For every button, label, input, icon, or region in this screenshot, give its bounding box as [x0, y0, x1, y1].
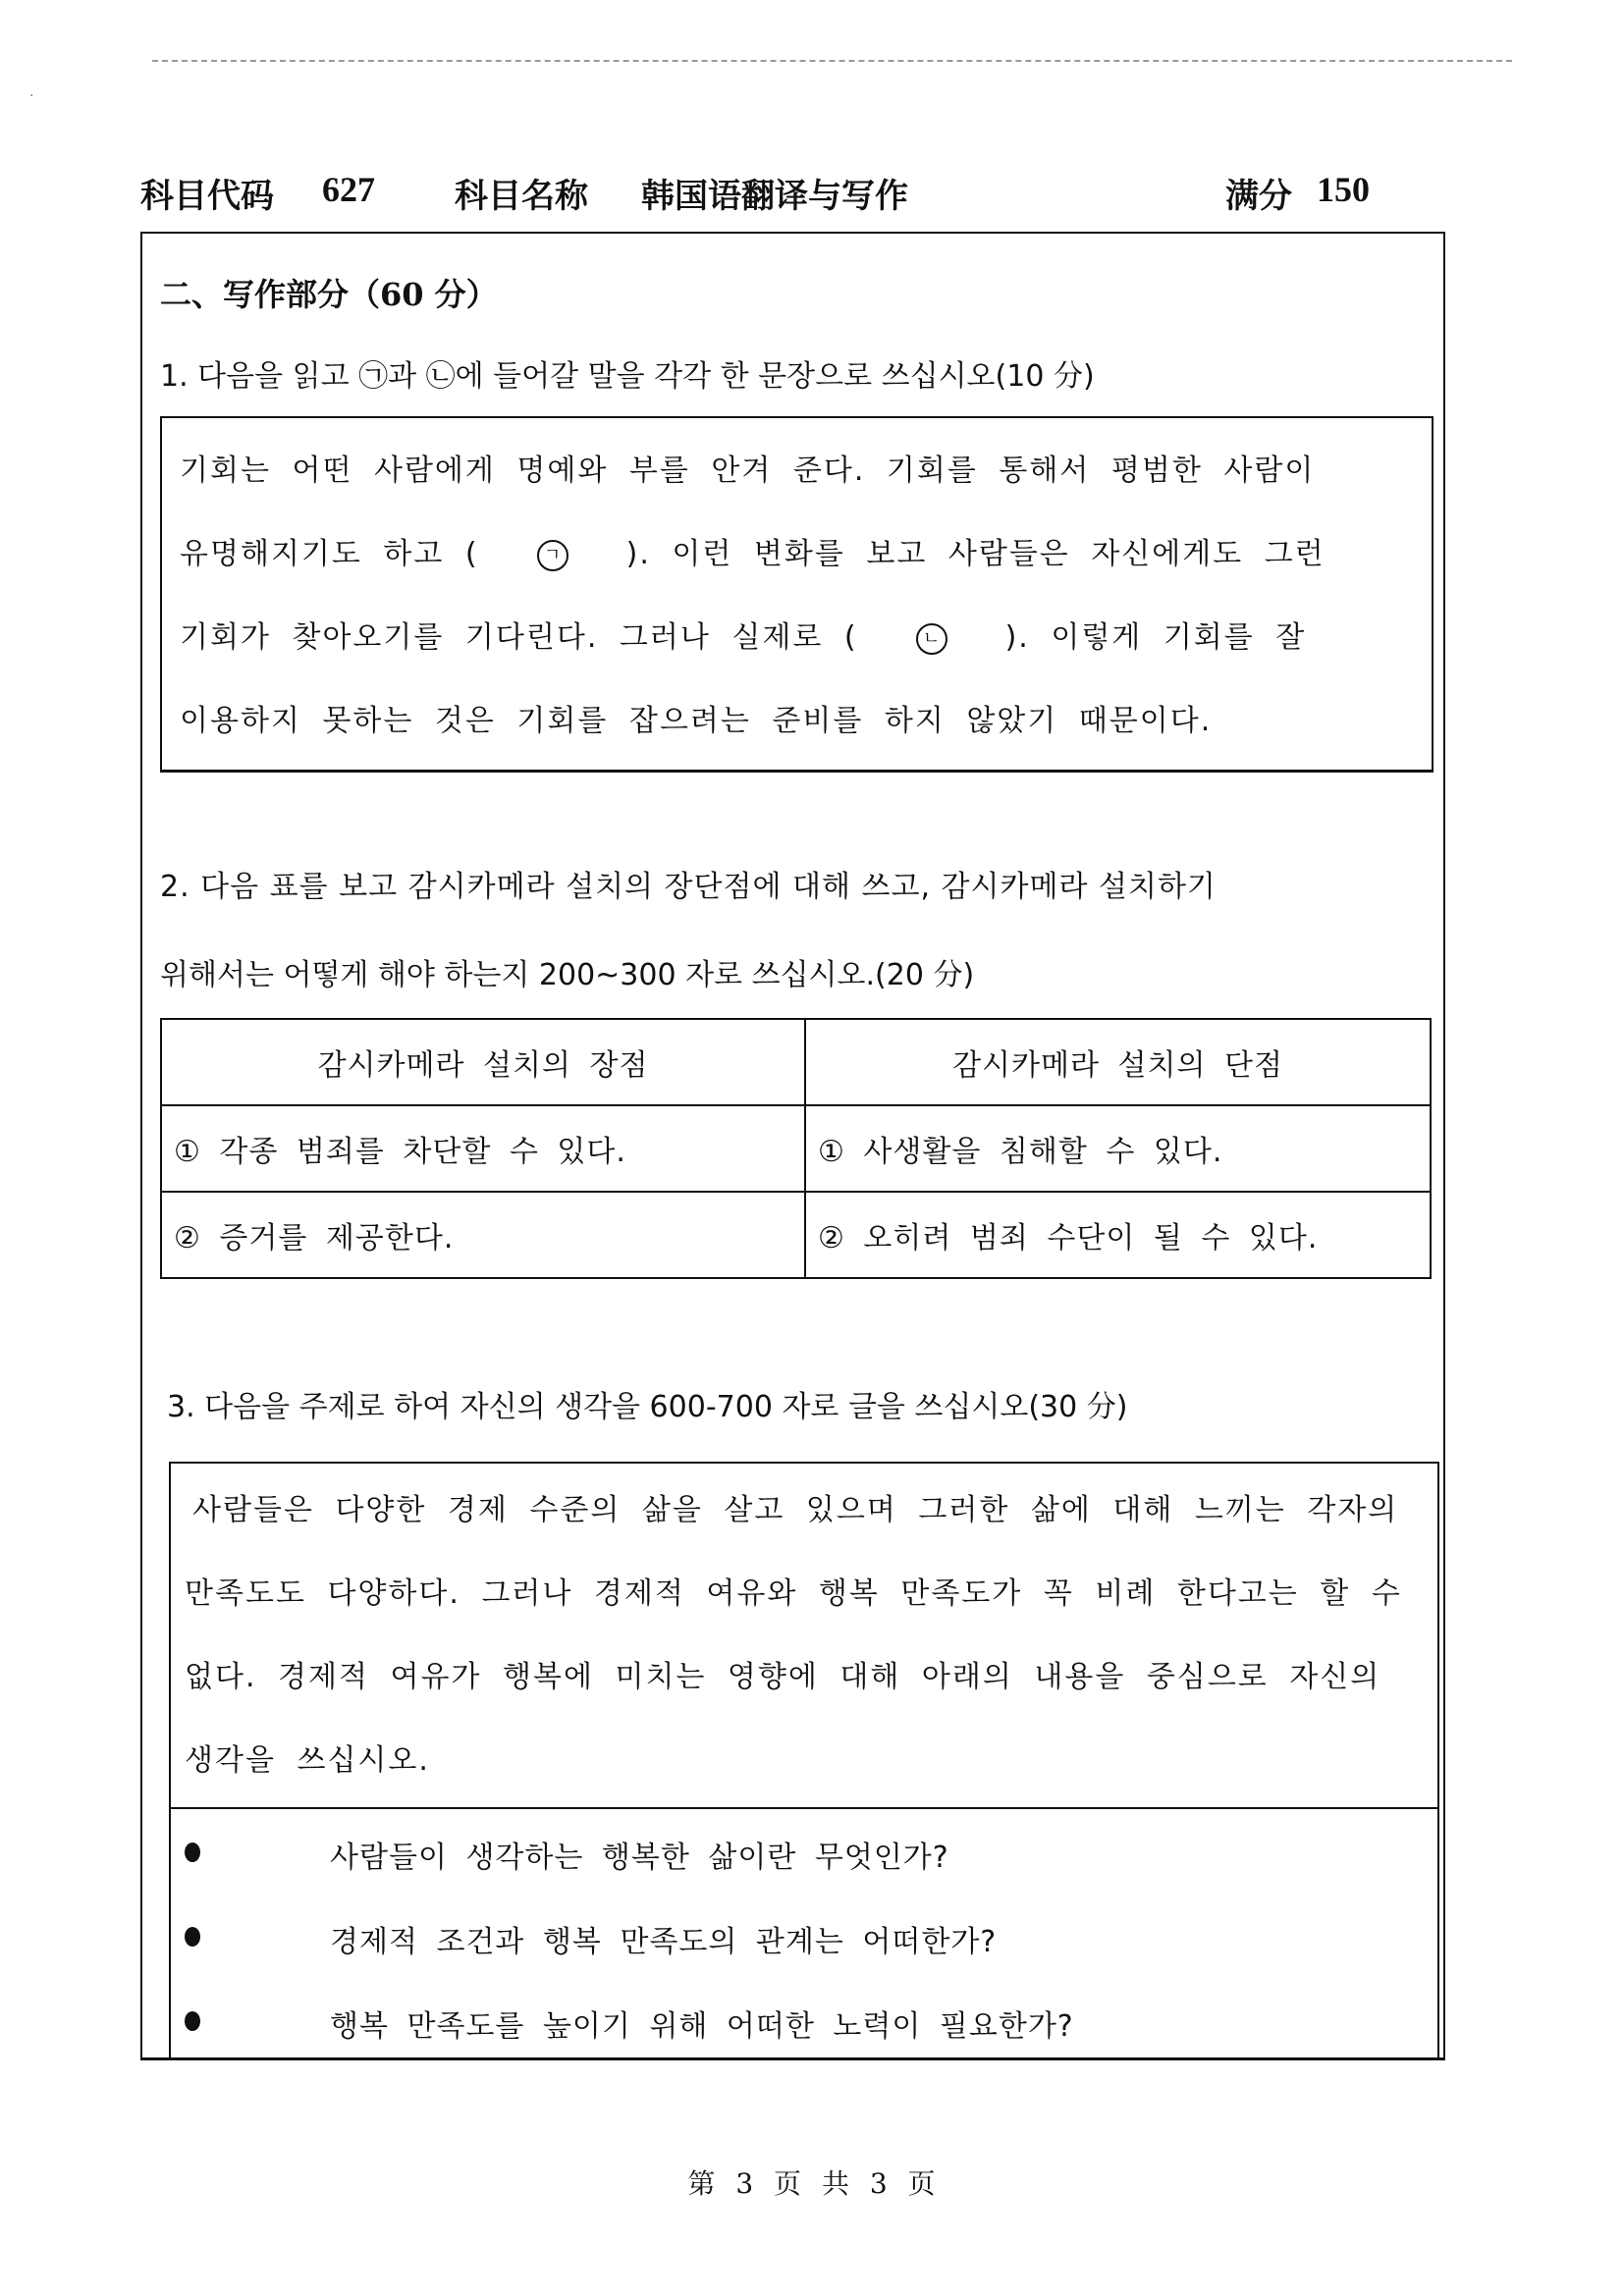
table-cell-con-2: ② 오히려 범죄 수단이 될 수 있다.	[805, 1192, 1431, 1278]
bullet-icon	[185, 1842, 200, 1862]
passage-line-3-b: ). 이렇게 기회를 잘	[1004, 620, 1307, 655]
table-header-pros: 감시카메라 설치의 장점	[161, 1019, 805, 1105]
question-3-prompt-box	[169, 1462, 1439, 2057]
scan-artifact-mark: ·	[29, 88, 34, 104]
table-cell-pro-1: ① 각종 범죄를 차단할 수 있다.	[161, 1105, 805, 1192]
full-score: 150	[1317, 170, 1370, 209]
bullet-text-2: 경제적 조건과 행복 만족도의 관계는 어떠한가?	[330, 1925, 998, 1959]
bullet-icon	[185, 2011, 200, 2031]
blank-marker-a-icon: ㄱ	[537, 540, 568, 571]
subject-name-label: 科目名称	[455, 177, 588, 216]
subject-name: 韩国语翻译与写作	[641, 177, 908, 216]
passage-line-2-a: 유명해지기도 하고 (	[180, 537, 479, 571]
table-row	[161, 1105, 1431, 1192]
pros-cons-table	[160, 1018, 1432, 1279]
passage-line-2	[180, 529, 1325, 572]
question-1-passage-box	[160, 416, 1434, 773]
bullet-text-3: 행복 만족도를 높이기 위해 어떠한 노력이 필요한가?	[330, 2009, 1074, 2044]
table-cell-pro-2: ② 증거를 제공한다.	[161, 1192, 805, 1278]
passage-line-3-a: 기회가 찾아오기를 기다린다. 그러나 실제로 (	[180, 620, 858, 655]
prompt-line-3: 없다. 경제적 여유가 행복에 미치는 영향에 대해 아래의 내용을 중심으로 자신의	[185, 1660, 1381, 1694]
subject-code: 627	[322, 170, 375, 209]
passage-line-3	[180, 613, 1306, 656]
passage-line-4: 이용하지 못하는 것은 기회를 잡으려는 준비를 하지 않았기 때문이다.	[180, 704, 1213, 738]
full-score-label: 满分	[1225, 177, 1292, 216]
table-cell-con-1: ① 사생활을 침해할 수 있다.	[805, 1105, 1431, 1192]
bullet-icon	[185, 1927, 200, 1947]
subject-code-label: 科目代码	[140, 177, 274, 216]
bullet-text-1: 사람들이 생각하는 행복한 삶이란 무엇인가?	[330, 1841, 949, 1875]
prompt-line-2: 만족도도 다양하다. 그러나 경제적 여유와 행복 만족도가 꼭 비례 한다고는 할 수	[185, 1576, 1402, 1611]
question-2-title-line-1: 2. 다음 표를 보고 감시카메라 설치의 장단점에 대해 쓰고, 감시카메라 설치하기	[160, 870, 1217, 904]
question-2-title-line-2: 위해서는 어떻게 해야 하는지 200~300 자로 쓰십시오.(20 分)	[160, 958, 975, 992]
section-title: 二、写作部分（60 分）	[160, 276, 498, 313]
table-header-cons: 감시카메라 설치의 단점	[805, 1019, 1431, 1105]
prompt-divider	[171, 1807, 1437, 1809]
passage-line-2-b: ). 이런 변화를 보고 사람들은 자신에게도 그런	[625, 537, 1325, 571]
prompt-line-4: 생각을 쓰십시오.	[185, 1743, 430, 1778]
prompt-line-1: 사람들은 다양한 경제 수준의 삶을 살고 있으며 그러한 삶에 대해 느끼는 각자의	[192, 1493, 1399, 1527]
scan-dashed-line	[152, 60, 1512, 62]
table-header-row	[161, 1019, 1431, 1105]
blank-marker-b-icon: ㄴ	[916, 623, 947, 655]
question-3-title: 3. 다음을 주제로 하여 자신의 생각을 600-700 자로 글을 쓰십시오(30 分)	[167, 1390, 1128, 1424]
table-row	[161, 1192, 1431, 1278]
passage-line-1: 기회는 어떤 사람에게 명예와 부를 안겨 준다. 기회를 통해서 평범한 사람이	[180, 454, 1316, 488]
exam-header	[140, 169, 1443, 218]
page-number: 第 3 页 共 3 页	[687, 2167, 936, 2200]
question-1-title: 1. 다음을 읽고 ㉠과 ㉡에 들어갈 말을 각각 한 문장으로 쓰십시오(10 分)	[160, 359, 1095, 394]
